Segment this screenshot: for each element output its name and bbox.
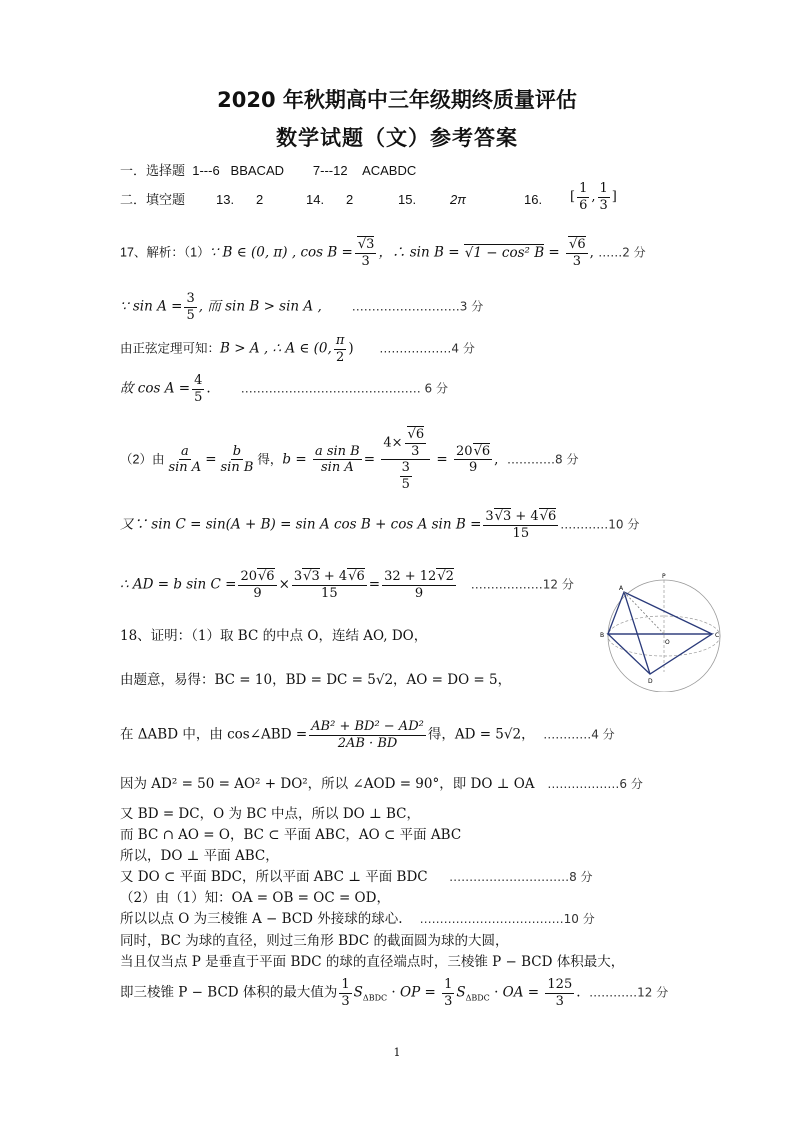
tetrahedron-figure	[596, 572, 736, 692]
q18-line6: 而 BC ∩ AO = O，BC ⊂ 平面 ABC，AO ⊂ 平面 ABC	[120, 827, 462, 843]
q17-line2: ∵ sin A = $\frac{3}{5}$ , 而 sin B > sin A , ………………………3 分	[120, 291, 484, 323]
label-A: A	[619, 585, 624, 592]
q18-line9: （2）由（1）知：OA = OB = OC = OD，	[120, 890, 390, 906]
q18-line10: 所以以点 O 为三棱锥 A − BCD 外接球的球心. ………………………………10 分	[120, 911, 595, 927]
label-O: O	[665, 639, 670, 646]
q18-line3: 在 ΔABD 中，由 cos∠ABD = $\frac{\text{AB² + BD² − AD²}}{2AB \cdot BD}$ 得，AD = 5√2， …………4 分	[120, 719, 615, 751]
fill-in-answers: 二．填空题 13. 2 14. 2 15. 2π 16. [ $\frac{1}{6}$ , $\frac{1}{3}$ ]	[120, 181, 617, 213]
q17-line1: 17、解析：（1）∵ B ∈ (0, π) , cos B = √ $\frac{3}{3}$ ，∴ sin B = √ 1 − cos² B = √ $\frac{6}{3}$ , ……2 分	[120, 238, 646, 268]
q17-line4: 故 cos A = $\frac{4}{5}$ . ……………………………………… 6 分	[120, 373, 448, 405]
q17-line7: ∴ AD = b sin C = $\frac{20√ 6}{9}$ × $\frac{3√ 3 + 4√ 6}{15}$ = $\frac{32 + 12√ 2}{9}$ ………………12 分	[120, 570, 574, 600]
q18-line4: 因为 AD² = 50 = AO² + DO²，所以 ∠AOD = 90°，即 DO ⊥ OA ………………6 分	[120, 776, 643, 792]
q18-line11: 同时，BC 为球的直径，则过三角形 BDC 的截面圆为球的大圆，	[120, 933, 509, 949]
label-D: D	[648, 678, 653, 685]
page-subtitle: 数学试题（文）参考答案	[276, 126, 518, 150]
page-number: 1	[393, 1046, 401, 1059]
q18-line13: 即三棱锥 P − BCD 体积的最大值为 $\frac{1}{3}$ $S_{\Delta BDC}$ · OP = $\frac{1}{3}$ $S_{\Delta BDC}$ · OA = $\frac{125}{3}$ . …………12 分	[120, 977, 669, 1009]
q17-line6: 又∵ sin C = sin(A + B) = sin A cos B + cos A sin B = $\frac{3√ 3 + 4√ 6}{15}$ …………10 分	[120, 510, 639, 540]
q17-line5: （2）由 $\frac{a}{\text{sin A}}$ = $\frac{b}{\text{sin B}}$ 得，b = $\frac{\text{a sin B}}{\text{sin A}}$ = 4× √ $\frac{6}{3}$ $\frac{3}{5}$ = $\frac{20√ 6}{9}$ , …………8 分	[120, 428, 578, 492]
answer-16: [ $\frac{1}{6}$ , $\frac{1}{3}$ ]	[570, 181, 617, 213]
q18-line12: 当且仅当点 P 是垂直于平面 BDC 的球的直径端点时，三棱锥 P − BCD 体积最大，	[120, 954, 625, 970]
multiple-choice-answers: 一．选择题 1---6 BBACAD 7---12 ACABDC	[120, 163, 417, 178]
label-P: P	[662, 573, 666, 580]
q18-line1: 18、证明：（1）取 BC 的中点 O，连结 AO, DO，	[120, 628, 428, 644]
q18-line7: 所以，DO ⊥ 平面 ABC，	[120, 848, 279, 864]
q18-line2: 由题意，易得：BC = 10，BD = DC = 5√2，AO = DO = 5，	[120, 672, 512, 688]
q18-line8: 又 DO ⊂ 平面 BDC，所以平面 ABC ⊥ 平面 BDC …………………………8 分	[120, 869, 593, 885]
label-B: B	[600, 632, 605, 639]
q17-line3: 由正弦定理可知：B > A , ∴ A ∈ (0, $\frac{\pi}{2}$ ) ………………4 分	[120, 333, 475, 365]
page-title: 2020 年秋期高中三年级期终质量评估	[217, 88, 577, 112]
label-C: C	[715, 632, 720, 639]
q18-line5: 又 BD = DC，O 为 BC 中点，所以 DO ⊥ BC，	[120, 806, 420, 822]
